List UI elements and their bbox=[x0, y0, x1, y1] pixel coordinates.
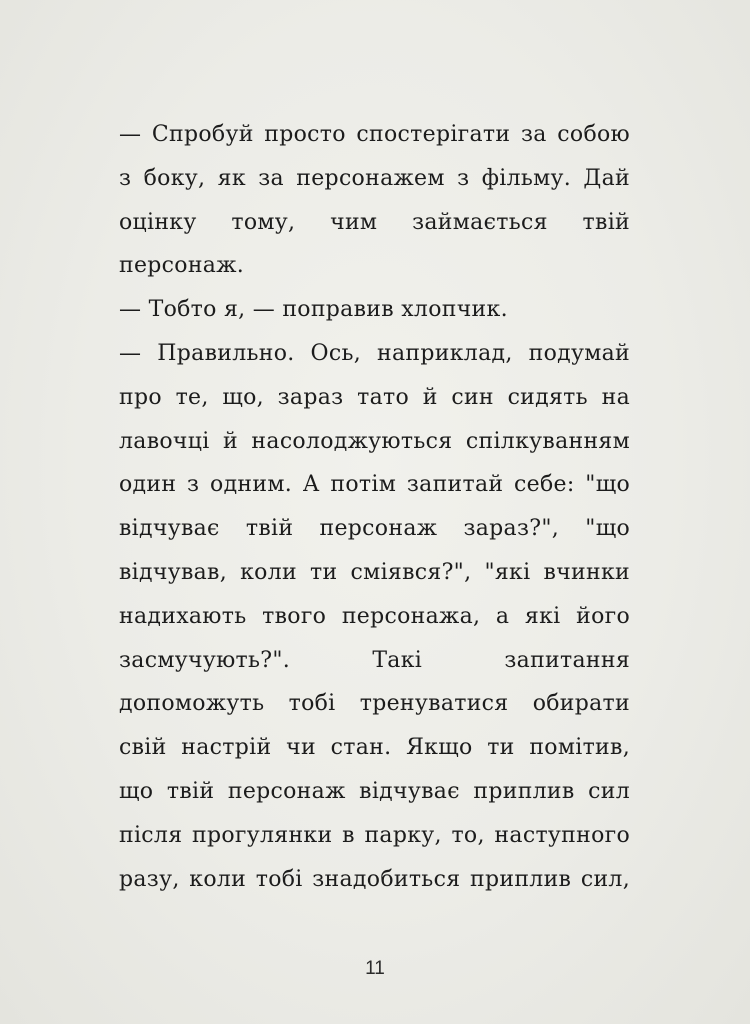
text-line: оцінку тому, чим займається твій bbox=[119, 209, 630, 235]
text-line: відчував, коли ти сміявся?", "які вчинки bbox=[119, 559, 630, 585]
page-body-text bbox=[119, 113, 630, 901]
text-line: допоможуть тобі тренуватися обирати bbox=[119, 691, 630, 717]
text-line: — Спробуй просто спостерігати за собою bbox=[119, 122, 630, 147]
text-line: персонаж. bbox=[119, 253, 245, 279]
text-line: про те, що, зараз тато й син сидять на bbox=[119, 384, 630, 410]
page-number: 11 bbox=[365, 958, 385, 979]
text-line: один з одним. А потім запитай себе: "що bbox=[119, 472, 630, 498]
text-line: засмучують?". Такі запитання bbox=[119, 647, 630, 673]
text-line: свій настрій чи стан. Якщо ти помітив, bbox=[119, 735, 630, 761]
text-line: лавочці й насолоджуються спілкуванням bbox=[119, 428, 630, 454]
text-line: відчуває твій персонаж зараз?", "що bbox=[119, 516, 630, 542]
text-line: надихають твого персонажа, а які його bbox=[119, 603, 630, 629]
text-line: — Правильно. Ось, наприклад, подумай bbox=[119, 340, 630, 366]
text-line: з боку, як за персонажем з фільму. Дай bbox=[119, 165, 630, 191]
text-line: що твій персонаж відчуває приплив сил bbox=[119, 778, 630, 804]
text-line: після прогулянки в парку, то, наступного bbox=[119, 822, 630, 848]
text-line: — Тобто я, — поправив хлопчик. bbox=[119, 297, 508, 323]
text-line: разу, коли тобі знадобиться приплив сил, bbox=[119, 866, 630, 892]
